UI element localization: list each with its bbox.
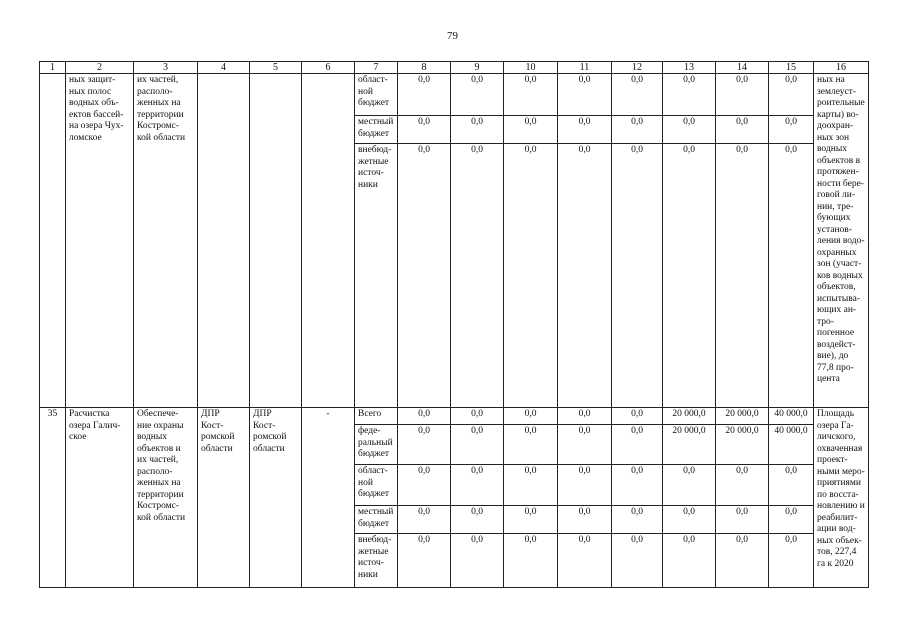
cell-value: 0,0 (663, 144, 716, 408)
cell-value: 0,0 (504, 116, 558, 144)
cell-value: 0,0 (612, 506, 663, 534)
cell-value: 0,0 (663, 74, 716, 116)
cell-value: 0,0 (663, 534, 716, 588)
cell-purpose: Обеспече- ние охраны водных объектов и их частей, располо- женных на территории Костромс- кой области (134, 408, 198, 588)
cell-number: 35 (40, 408, 66, 588)
cell-value: 0,0 (504, 465, 558, 506)
col-header: 6 (302, 62, 355, 74)
cell-value: 0,0 (558, 506, 612, 534)
cell-value: 0,0 (716, 144, 769, 408)
cell-value: 40 000,0 (769, 408, 814, 425)
cell-value: 0,0 (398, 465, 451, 506)
cell-value: 0,0 (612, 74, 663, 116)
cell-value: 0,0 (769, 534, 814, 588)
cell-value: 0,0 (504, 144, 558, 408)
col-header: 12 (612, 62, 663, 74)
cell-indicator: ных на землеуст- роительные карты) во- доохран- ных зон водных объектов в протяжен- ности бере- говой ли- нии, тре- бующих установ- ления водо- охранных зон (участ- ков водных объектов, испытыва- ющих ан- тро- погенное воздейст- вие), до 77,8 про- цента (814, 74, 869, 408)
cell-value: 0,0 (451, 425, 504, 465)
cell-value: 0,0 (716, 116, 769, 144)
cell-value: 0,0 (398, 144, 451, 408)
cell-value: 0,0 (398, 506, 451, 534)
cell-value: 0,0 (504, 74, 558, 116)
cell-value: 0,0 (663, 465, 716, 506)
cell-value: 0,0 (451, 534, 504, 588)
col-header: 9 (451, 62, 504, 74)
col-header: 5 (250, 62, 302, 74)
cell-value: 0,0 (612, 144, 663, 408)
cell-value: 0,0 (769, 465, 814, 506)
cell-value: 0,0 (558, 144, 612, 408)
cell-value: 0,0 (451, 116, 504, 144)
col-header: 13 (663, 62, 716, 74)
cell-value: 0,0 (558, 116, 612, 144)
cell-value: 0,0 (558, 465, 612, 506)
table-row (40, 408, 869, 425)
cell-value: 0,0 (612, 408, 663, 425)
cell-source-label: област- ной бюджет (355, 465, 398, 506)
page-number: 79 (447, 30, 458, 42)
col-header: 1 (40, 62, 66, 74)
cell-source-label: област- ной бюджет (355, 74, 398, 116)
col-header: 2 (66, 62, 134, 74)
program-table (39, 61, 869, 588)
cell-source-label: внебюд- жетные источ- ники (355, 144, 398, 408)
cell-value: 0,0 (612, 465, 663, 506)
cell-executor (250, 74, 302, 408)
cell-value: 0,0 (558, 408, 612, 425)
cell-source-label: Всего (355, 408, 398, 425)
cell-value: 0,0 (398, 534, 451, 588)
cell-value: 0,0 (558, 425, 612, 465)
cell-source-label: внебюд- жетные источ- ники (355, 534, 398, 588)
cell-value: 40 000,0 (769, 425, 814, 465)
cell-measure-name: ных защит- ных полос водных объ- ектов бассей- на озера Чух- ломское (66, 74, 134, 408)
cell-col6 (302, 74, 355, 408)
cell-value: 0,0 (716, 465, 769, 506)
cell-value: 0,0 (769, 116, 814, 144)
cell-value: 0,0 (504, 408, 558, 425)
cell-source-label: феде- ральный бюджет (355, 425, 398, 465)
cell-executor: ДПР Кост- ромской области (250, 408, 302, 588)
cell-value: 0,0 (451, 144, 504, 408)
col-header: 8 (398, 62, 451, 74)
cell-value: 0,0 (612, 425, 663, 465)
cell-customer: ДПР Кост- ромской области (198, 408, 250, 588)
cell-value: 0,0 (398, 116, 451, 144)
cell-value: 0,0 (398, 74, 451, 116)
cell-value: 0,0 (612, 534, 663, 588)
cell-indicator: Площадь озера Га- личского, охваченная проект- ными меро- приятиями по восста- новлению и реабилит- ации вод- ных объек- тов, 227,4 га к 2020 (814, 408, 869, 588)
cell-source-label: местный бюджет (355, 116, 398, 144)
cell-value: 0,0 (504, 506, 558, 534)
cell-value: 0,0 (504, 534, 558, 588)
cell-value: 20 000,0 (663, 425, 716, 465)
cell-value: 0,0 (398, 425, 451, 465)
col-header: 15 (769, 62, 814, 74)
cell-value: 0,0 (451, 465, 504, 506)
cell-purpose: их частей, располо- женных на территории Костромс- кой области (134, 74, 198, 408)
cell-source-label: местный бюджет (355, 506, 398, 534)
cell-value: 0,0 (663, 116, 716, 144)
cell-value: 0,0 (451, 408, 504, 425)
cell-value: 0,0 (769, 506, 814, 534)
cell-value: 20 000,0 (663, 408, 716, 425)
cell-value: 0,0 (398, 408, 451, 425)
cell-value: 0,0 (612, 116, 663, 144)
col-header: 16 (814, 62, 869, 74)
cell-measure-name: Расчистка озера Галич- ское (66, 408, 134, 588)
cell-value: 0,0 (558, 534, 612, 588)
cell-value: 0,0 (716, 506, 769, 534)
col-header: 10 (504, 62, 558, 74)
cell-value: 20 000,0 (716, 425, 769, 465)
cell-value: 0,0 (558, 74, 612, 116)
cell-value: 0,0 (769, 74, 814, 116)
cell-value: 0,0 (504, 425, 558, 465)
cell-value: 0,0 (769, 144, 814, 408)
cell-value: 20 000,0 (716, 408, 769, 425)
cell-value: 0,0 (716, 74, 769, 116)
cell-value: 0,0 (663, 506, 716, 534)
cell-value: 0,0 (451, 74, 504, 116)
cell-value: 0,0 (716, 534, 769, 588)
col-header: 11 (558, 62, 612, 74)
col-header: 4 (198, 62, 250, 74)
cell-customer (198, 74, 250, 408)
column-number-row (40, 62, 869, 74)
cell-value: 0,0 (451, 506, 504, 534)
col-header: 7 (355, 62, 398, 74)
cell-col6: - (302, 408, 355, 588)
col-header: 3 (134, 62, 198, 74)
col-header: 14 (716, 62, 769, 74)
cell-number (40, 74, 66, 408)
table-row (40, 74, 869, 116)
